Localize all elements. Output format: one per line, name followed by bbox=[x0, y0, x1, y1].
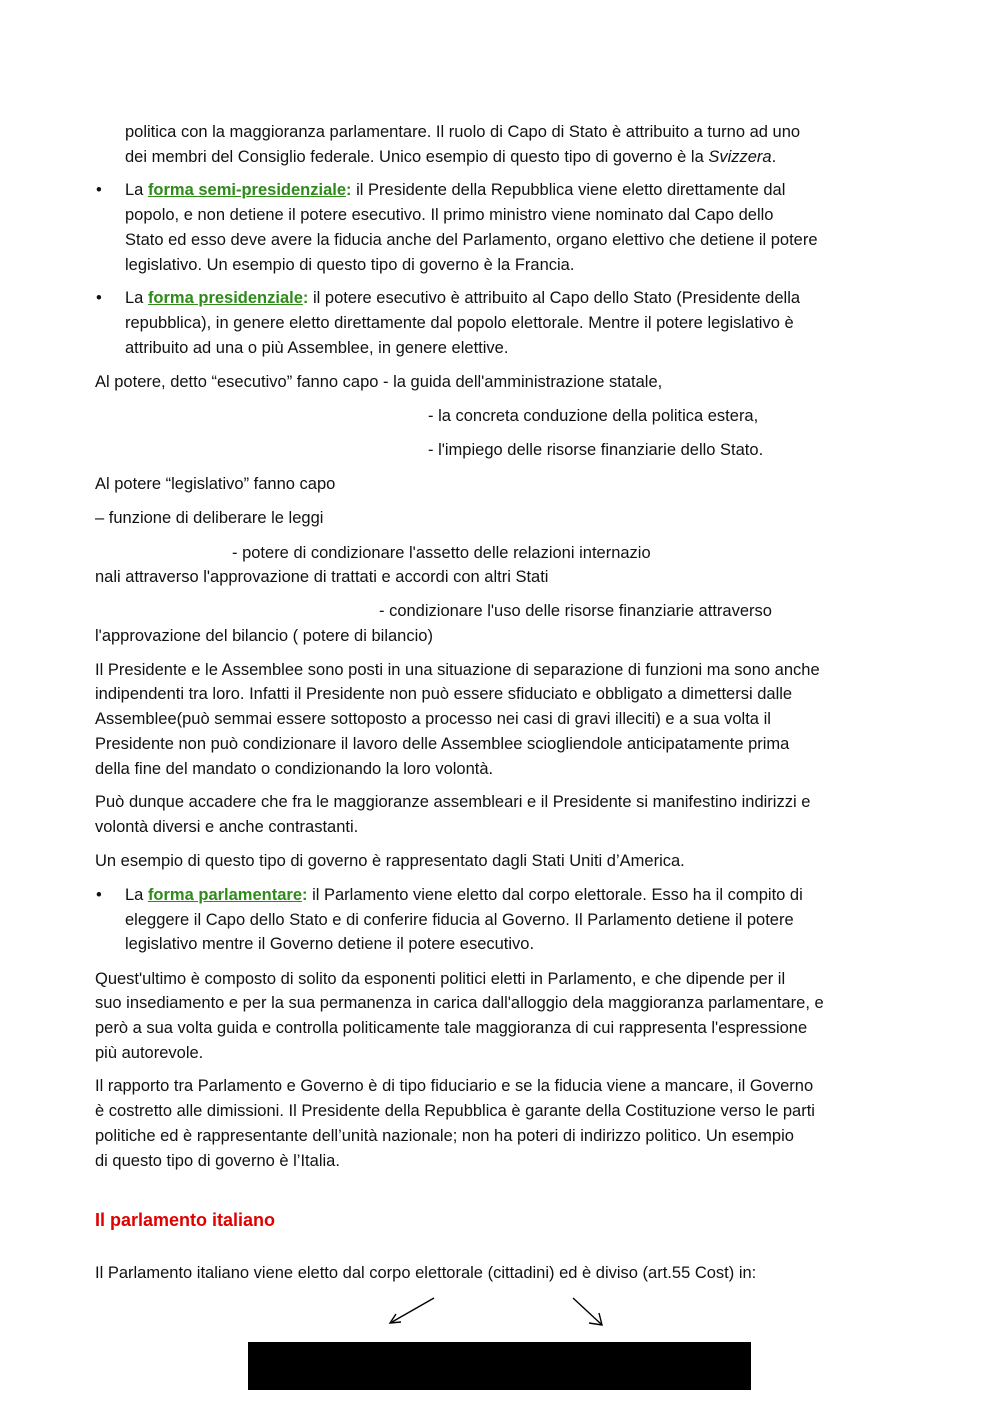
legislativo-line-2: – funzione di deliberare le leggi bbox=[95, 509, 324, 527]
esecutivo-line-1: Al potere, detto “esecutivo” fanno capo - la guida dell'amministrazione statale, bbox=[95, 373, 663, 391]
separazione-line: indipendenti tra loro. Infatti il Presidente non può essere sfiduciato e obbligato a dimettersi dalle bbox=[95, 685, 793, 703]
semi-presidential-line-3: Stato ed esso deve avere la fiducia anche del Parlamento, organo elettivo che detiene il potere bbox=[125, 231, 818, 249]
governo-line: più autorevole. bbox=[95, 1044, 204, 1062]
parliamentary-line-2: eleggere il Capo dello Stato e di conferire fiducia al Governo. Il Parlamento detiene il potere bbox=[125, 911, 794, 929]
esecutivo-line-2: - la concreta conduzione della politica estera, bbox=[428, 407, 759, 425]
legislativo-line-1: Al potere “legislativo” fanno capo bbox=[95, 475, 336, 493]
right-arrow-icon bbox=[573, 1298, 602, 1325]
rapporto-line: è costretto alle dimissioni. Il Presidente della Repubblica è garante della Costituzione verso le parti bbox=[95, 1102, 815, 1120]
presidential-line-2: repubblica), in genere eletto direttamente dal popolo elettorale. Mentre il potere legislativo è bbox=[125, 314, 794, 332]
intro-line-2: dei membri del Consiglio federale. Unico esempio di questo tipo di governo è la Svizzera. bbox=[125, 148, 777, 166]
separazione-line: Presidente non può condizionare il lavoro delle Assemblee sciogliendole anticipatamente prima bbox=[95, 735, 790, 753]
keyword-parlamentare: forma parlamentare bbox=[147, 886, 302, 904]
semi-presidential-line-2: popolo, e non detiene il potere esecutivo. Il primo ministro viene nominato dal Capo dello bbox=[125, 206, 774, 224]
svizzera-emphasis: Svizzera bbox=[708, 148, 772, 166]
maggioranze-line: Può dunque accadere che fra le maggioranze assembleari e il Presidente si manifestino indirizzi e bbox=[95, 793, 811, 811]
rapporto-line: politiche ed è rappresentante dell’unità nazionale; non ha poteri di indirizzo politico. Un esempio bbox=[95, 1127, 794, 1145]
governo-line: suo insediamento e per la sua permanenza in carica dall'alloggio dela maggioranza parlamentare, e bbox=[95, 994, 824, 1012]
usa-example: Un esempio di questo tipo di governo è rappresentato dagli Stati Uniti d’America. bbox=[95, 852, 685, 870]
legislativo-line-3: - potere di condizionare l'assetto delle relazioni internazio bbox=[232, 544, 651, 562]
parliamentary-line-3: legislativo mentre il Governo detiene il potere esecutivo. bbox=[125, 935, 535, 953]
redacted-block bbox=[248, 1342, 751, 1390]
presidential-line-3: attribuito ad una o più Assemblee, in genere elettive. bbox=[125, 339, 509, 357]
bullet-marker: • bbox=[96, 289, 102, 307]
keyword-presidenziale: forma presidenziale bbox=[147, 289, 303, 307]
intro-line-1: politica con la maggioranza parlamentare. Il ruolo di Capo di Stato è attribuito a turno ad uno bbox=[125, 123, 801, 141]
parlamento-intro: Il Parlamento italiano viene eletto dal corpo elettorale (cittadini) ed è diviso (art.55 Cost) in: bbox=[95, 1264, 757, 1282]
maggioranze-line: volontà diversi e anche contrastanti. bbox=[95, 818, 359, 836]
keyword-semi-presidenziale: forma semi-presidenziale bbox=[147, 181, 347, 199]
branch-arrows bbox=[380, 1290, 620, 1335]
rapporto-line: Il rapporto tra Parlamento e Governo è di tipo fiduciario e se la fiducia viene a mancare, il Governo bbox=[95, 1077, 814, 1095]
legislativo-line-6: l'approvazione del bilancio ( potere di bilancio) bbox=[95, 627, 433, 645]
rapporto-line: di questo tipo di governo è l’Italia. bbox=[95, 1152, 340, 1170]
bullet-marker: • bbox=[96, 886, 102, 904]
governo-line: però a sua volta guida e controlla politicamente tale maggioranza di cui rappresenta l'espressione bbox=[95, 1019, 808, 1037]
separazione-line: Assemblee(può semmai essere sottoposto a processo nei casi di gravi illeciti) e a sua volta il bbox=[95, 710, 771, 728]
semi-presidential-line-1: La forma semi-presidenziale: il Presidente della Repubblica viene eletto direttamente dal bbox=[125, 181, 786, 199]
separazione-line: della fine del mandato o condizionando la loro volontà. bbox=[95, 760, 494, 778]
legislativo-line-4: nali attraverso l'approvazione di trattati e accordi con altri Stati bbox=[95, 568, 549, 586]
separazione-line: Il Presidente e le Assemblee sono posti in una situazione di separazione di funzioni ma sono anche bbox=[95, 661, 820, 679]
presidential-line-1: La forma presidenziale: il potere esecutivo è attribuito al Capo dello Stato (Presidente della bbox=[125, 289, 801, 307]
left-arrow-icon bbox=[390, 1298, 434, 1323]
section-heading: Il parlamento italiano bbox=[95, 1210, 276, 1230]
semi-presidential-line-4: legislativo. Un esempio di questo tipo di governo è la Francia. bbox=[125, 256, 575, 274]
parliamentary-line-1: La forma parlamentare: il Parlamento viene eletto dal corpo elettorale. Esso ha il compito di bbox=[125, 886, 803, 904]
governo-line: Quest'ultimo è composto di solito da esponenti politici eletti in Parlamento, e che dipende per il bbox=[95, 970, 786, 988]
bullet-marker: • bbox=[96, 181, 102, 199]
esecutivo-line-3: - l'impiego delle risorse finanziarie dello Stato. bbox=[428, 441, 764, 459]
legislativo-line-5: - condizionare l'uso delle risorse finanziarie attraverso bbox=[379, 602, 772, 620]
